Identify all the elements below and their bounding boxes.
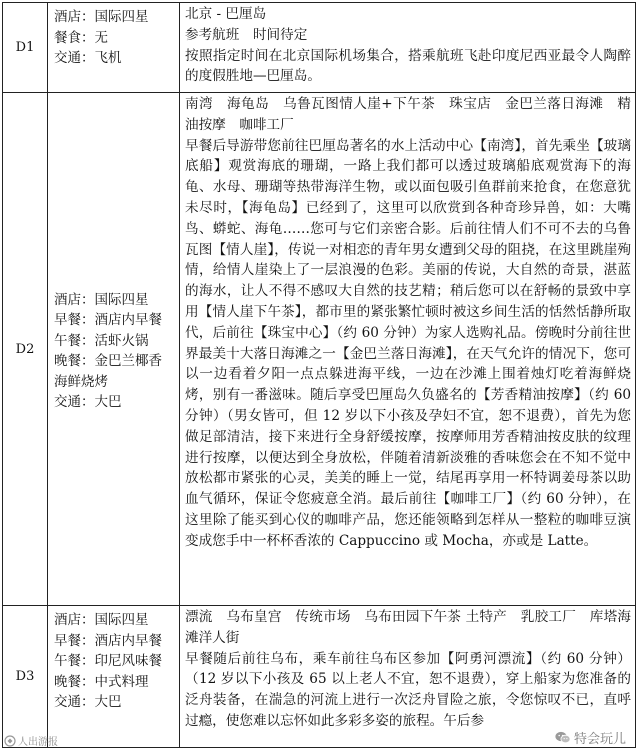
day-label: D2 [3,93,48,606]
day-info [48,3,180,93]
info-breakfast: 早餐：酒店内早餐 [54,312,162,328]
info-lunch: 午餐：活虾火锅 [54,332,149,349]
info-transport: 交通：大巴 [54,694,122,710]
wechat-watermark [555,728,626,747]
day-label: D3 [3,606,48,748]
info-breakfast: 早餐：酒店内早餐 [54,632,162,649]
flight-info: 参考航班 时间待定 [185,26,308,43]
day-info [48,606,180,748]
info-meal: 餐食：无 [54,29,108,46]
watermark-text: 特会玩儿 [573,732,626,747]
day-row-1 [3,3,636,93]
info-dinner: 晚餐：金巴兰椰香海鲜烧烤 [54,353,162,390]
day-row-3 [3,606,636,748]
day-description [180,3,636,93]
description-text: 按照指定时间在北京国际机场集合，搭乘航班飞赴印度尼西亚最令人陶醉的度假胜地—巴厘岛。 [185,47,631,85]
description-text: 早餐后导游带您前往巴厘岛著名的水上活动中心【南湾】，首先乘坐【玻璃底船】观赏海底的珊瑚，一路上我们都可以透过玻璃船底观赏海下的海龟、水母、珊瑚等热带海洋生物，或以面包吸引鱼群前来抢食，在您意犹未尽时，【海龟岛】已经到了，这里可以欣赏到各种奇珍异兽，如：大嘴鸟、蟒蛇、海龟……您可与它们亲密合影。后前往情人们不可不去的乌鲁瓦图【情人崖】，传说一对相恋的青年男女遭到父母的阻挠，在这里跳崖殉情，给情人崖染上了一层浪漫的色彩。美丽的传说，大自然的奇景，湛蓝的海水，让人不得不感叹大自然的技艺精；稍后您可以在舒畅的景致中享用【情人崖下午茶】，都市里的紧张繁忙顿时被这乡间生活的恬然恬静所取代，后前往【珠宝中心】（约 60 分钟）为家人选购礼品。傍晚时分前往世界最美十大落日海滩之一【金巴兰落日海滩】，在天气允许的情况下，您可以一边看着夕阳一点点躲进海平线，一边在沙滩上围着烛灯吃着海鲜烧烤，别有一番滋味。随后享受巴厘岛久负盛名的【芳香精油按摩】（约 60 分钟）（男女皆可，但 12 岁以下小孩及孕妇不宜，恕不退费），首先为您做足部清洁，接下来进行全身舒缓按摩，按摩师用芳香精油按皮肤的纹理进行按摩，以便达到全身放松，伴随着清新淡雅的香味您会在不知不觉中放松都市紧张的心灵，美美的睡上一觉，结尾再享用一杯特调姜母茶以助血气循环，保证令您疲意全消。最后前往【咖啡工厂】（约 60 分钟），在这里除了能买到心仪的咖啡产品，您还能领略到怎样从一整粒的咖啡豆演变成您手中一杯杯香浓的 Cappuccino 或 Mocha，亦或是 Latte。 [185,137,631,549]
corner-watermark-text: 人出游报 [18,737,58,748]
day-info [48,93,180,606]
description-text: 早餐随后前往乌布，乘车前往乌布区参加【阿勇河漂流】（约 60 分钟）（12 岁以下小孩及 65 以上老人不宜，恕不退费），穿上船家为您准备的泛舟装备，在湍急的河流上进行一次泛舟冒险之旅，令您惊叹不已，直呼过瘾，使您难以忘怀如此多彩多姿的旅程。午后参 [185,650,631,729]
info-dinner: 晚餐：中式料理 [54,673,149,690]
route-title: 漂流 乌布皇宫 传统市场 乌布田园下午茶 土特产 乳胶工厂 库塔海滩洋人街 [185,609,631,646]
route-title: 南湾 海龟岛 乌鲁瓦图情人崖+下午茶 珠宝店 金巴兰落日海滩 精油按摩 咖啡工厂 [185,96,631,133]
day-row-2 [3,93,636,606]
corner-watermark [4,733,58,748]
info-hotel: 酒店：国际四星 [54,9,149,25]
info-hotel: 酒店：国际四星 [54,291,149,308]
day-label: D1 [3,3,48,93]
info-lunch: 午餐：印尼风味餐 [54,653,162,669]
itinerary-table [2,2,636,748]
wechat-icon [555,731,571,744]
info-hotel: 酒店：国际四星 [54,612,149,628]
info-transport: 交通：飞机 [54,50,122,66]
day-description [180,606,636,748]
source-logo-icon [4,735,16,747]
route-title: 北京 - 巴厘岛 [185,6,267,22]
info-transport: 交通：大巴 [54,394,122,410]
day-description [180,93,636,606]
